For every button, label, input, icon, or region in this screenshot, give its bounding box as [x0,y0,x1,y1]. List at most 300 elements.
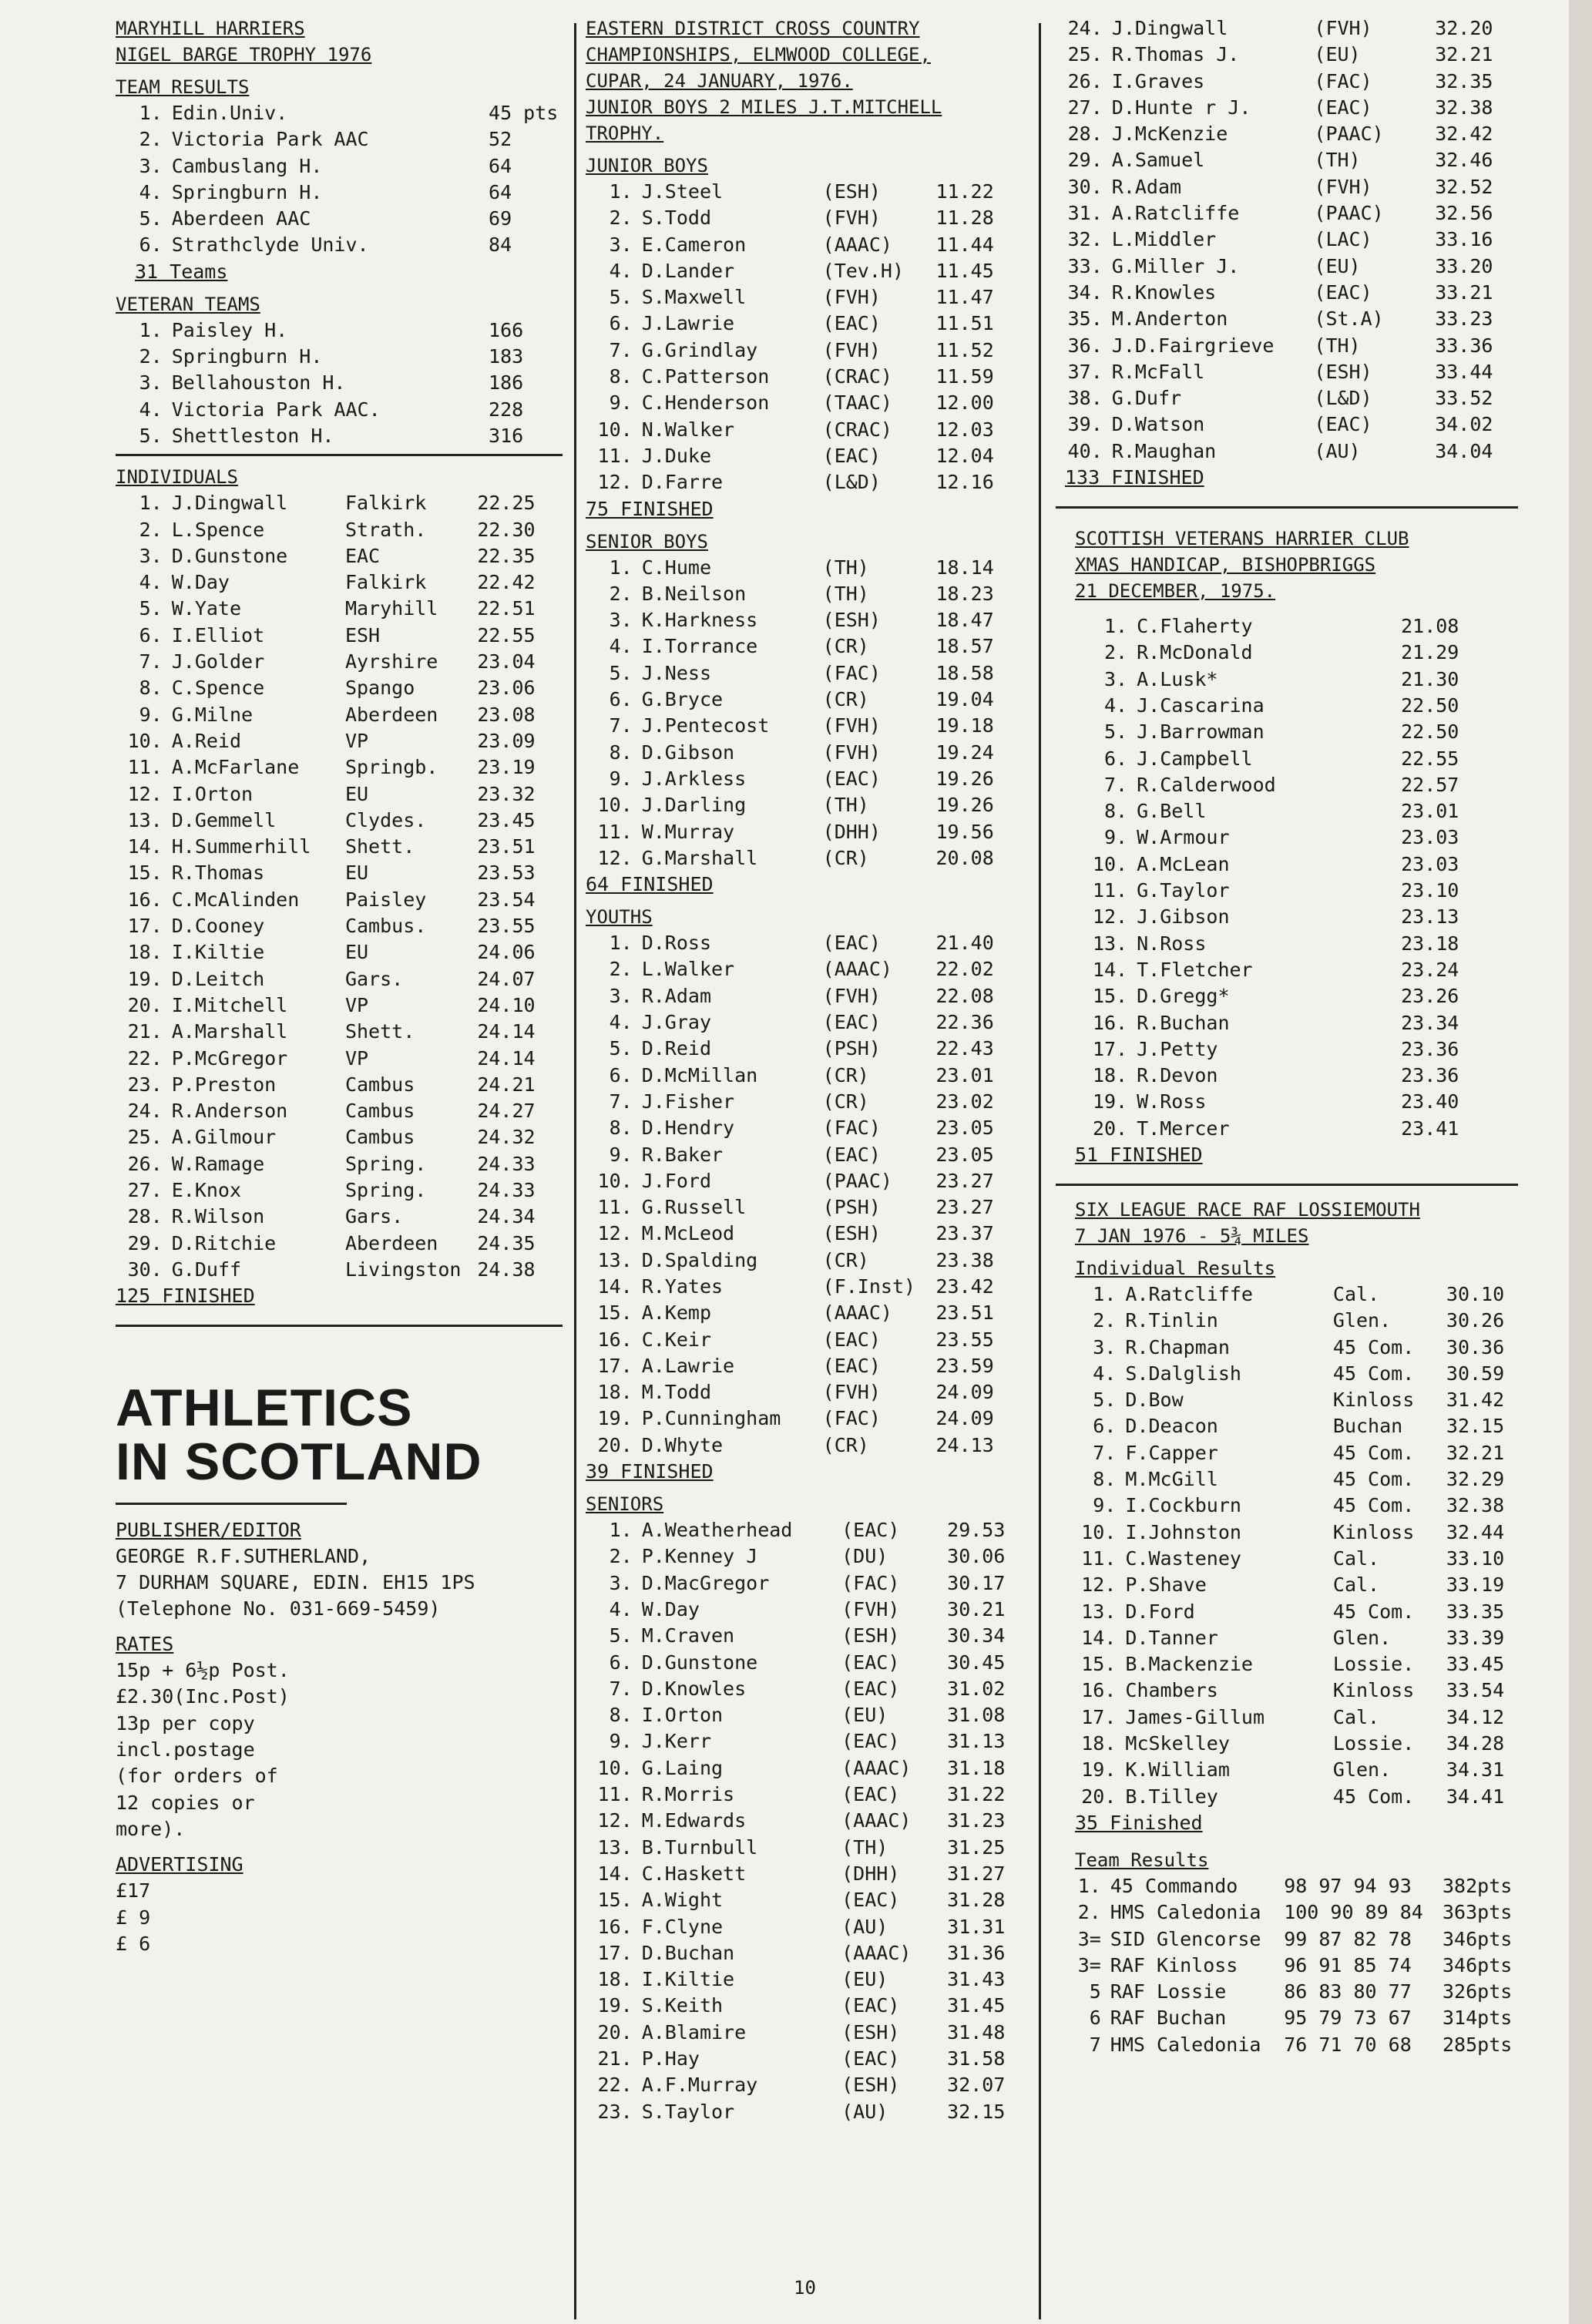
table-cell: M.Edwards [641,1809,747,1832]
table-cell: 21.08 [1401,615,1459,638]
table-cell: C.Patterson [641,365,770,388]
table-cell: HMS Caledonia [1110,2033,1261,2056]
column-middle [586,15,1025,2125]
table-cell: 186 [489,371,524,395]
table-cell: 23.01 [935,1063,994,1086]
table-row [586,819,1025,845]
table-row [1056,1413,1518,1439]
table-cell: (EAC) [841,2047,900,2070]
table-cell: 23.32 [477,782,536,805]
table-cell: 14. [1092,958,1128,981]
table-row [1056,227,1518,253]
table-cell: 76 71 70 68 [1284,2033,1412,2056]
table-cell: 2. [609,1545,633,1568]
table-cell: 1. [139,492,163,515]
table-cell: 19. [1092,1090,1128,1113]
table-cell: 29. [127,1231,163,1254]
table-cell: 8. [1093,1468,1117,1491]
table-cell: J.Ness [641,661,711,684]
table-row [116,126,563,153]
table-row [1056,719,1518,745]
table-cell: G.Russell [641,1196,747,1219]
table-cell: 12.04 [935,444,994,467]
table-cell: (FAC) [822,1407,881,1430]
table-cell: (ESH) [822,609,881,632]
table-cell: 22.50 [1401,720,1459,744]
table-cell: 346pts [1443,1953,1513,1976]
eastern-heading-5: TROPHY. [586,123,664,144]
table-cell: N.Walker [641,418,735,441]
table-cell: 45 Com. [1332,1468,1415,1491]
table-cell: 23.03 [1401,852,1459,875]
table-cell: A.McLean [1137,852,1230,875]
table-cell: (EAC) [1314,96,1372,119]
table-row [1056,1440,1518,1466]
table-row [116,728,563,754]
table-cell: D.MacGregor [641,1571,770,1594]
table-cell: (ESH) [822,1222,881,1245]
table-row [116,397,563,423]
table-cell: 18.47 [935,609,994,632]
table-cell: £2.30(Inc.Post) [116,1685,290,1708]
table-cell: J.Barrowman [1137,720,1265,744]
divider [1056,506,1518,509]
table-cell: (EAC) [841,1730,900,1753]
junior-boys-finished: 75 FINISHED [586,497,714,520]
table-cell: 23.34 [1401,1011,1459,1034]
table-cell: (CR) [822,1090,869,1113]
table-row [116,232,563,258]
table-cell: 15p + 6½p Post. [116,1659,290,1682]
table-row [586,792,1025,818]
table-cell: 22. [127,1046,163,1070]
table-row [586,390,1025,416]
page-number: 10 [794,2277,816,2299]
table-cell: 19.26 [935,794,994,817]
table-cell: 35. [1067,307,1103,331]
table-cell: (L&D) [822,471,881,494]
table-cell: 45 Com. [1332,1785,1415,1808]
table-row [586,443,1025,469]
table-cell: 26. [127,1152,163,1175]
table-cell: 22.36 [935,1011,994,1034]
table-cell: 5 [1089,1980,1101,2003]
table-row [116,1790,563,1816]
table-cell: 23.13 [1401,905,1459,929]
table-cell: N.Ross [1137,932,1207,955]
table-row [1056,42,1518,68]
table-cell: 23.06 [477,677,536,700]
table-row [1056,1010,1518,1036]
table-cell: (AAAC) [841,1941,912,1964]
table-cell: 31.48 [947,2020,1006,2044]
table-cell: EU [344,941,369,964]
table-cell: Cambuslang H. [171,154,323,177]
table-cell: M.McGill [1125,1468,1218,1491]
table-cell: 5. [139,597,163,620]
table-cell: 11.28 [935,207,994,230]
table-row [116,992,563,1019]
divider [116,1503,347,1505]
table-row [586,2020,1025,2046]
table-row [586,1861,1025,1887]
raf-finished: 35 Finished [1075,1811,1203,1834]
table-cell: M.Craven [641,1624,735,1647]
table-cell: J.Arkless [641,767,747,790]
table-cell: more). [116,1817,186,1840]
table-cell: 86 83 80 77 [1284,1980,1412,2003]
table-cell: J.Gray [641,1011,711,1034]
rates-title: RATES [116,1633,174,1656]
table-cell: Cambus [344,1073,415,1096]
table-cell: A.Reid [171,729,242,752]
table-cell: B.Tilley [1125,1785,1218,1808]
table-cell: R.Chapman [1125,1335,1230,1358]
table-cell: Glen. [1332,1758,1392,1782]
table-row [1056,174,1518,200]
table-cell: 22.55 [477,623,536,646]
table-cell: 30.17 [947,1571,1006,1594]
table-row [1056,1678,1518,1704]
table-cell: Lossie. [1332,1732,1415,1755]
table-cell: (EAC) [822,767,881,790]
table-cell: 32. [1067,228,1103,251]
table-cell: 9. [139,703,163,726]
table-cell: 24.35 [477,1231,536,1254]
table-cell: 13. [1092,932,1128,955]
page-edge [1569,0,1592,2324]
table-row [1056,904,1518,930]
table-cell: 24. [1067,17,1103,39]
table-cell: 23.51 [935,1301,994,1325]
table-row [586,713,1025,739]
table-row [1056,851,1518,878]
column-right [1056,15,1518,2058]
table-cell: McSkelley [1125,1732,1230,1755]
table-cell: 23.38 [935,1248,994,1271]
table-cell: 96 91 85 74 [1284,1953,1412,1976]
table-cell: 7. [609,338,633,361]
table-cell: J.Golder [171,650,265,673]
table-cell: 40. [1067,439,1103,462]
table-cell: Cambus [344,1100,415,1123]
table-cell: 23.09 [477,729,536,752]
table-cell: R.Adam [641,984,711,1007]
table-cell: C.McAlinden [171,888,300,911]
table-cell: Springburn H. [171,345,323,368]
table-cell: (DHH) [822,820,881,843]
publisher-name: GEORGE R.F.SUTHERLAND, [116,1545,371,1568]
table-cell: 2. [139,518,163,541]
table-cell: (DU) [841,1545,888,1568]
table-row [1056,667,1518,693]
table-cell: (ESH) [841,2074,900,2097]
table-cell: M.McLeod [641,1222,735,1245]
table-cell: 17. [1081,1705,1117,1728]
team-results-table [116,100,563,259]
table-cell: 5. [609,661,633,684]
table-cell: 23.59 [935,1354,994,1377]
table-cell: 13. [1081,1600,1117,1623]
table-cell: 33.21 [1435,280,1493,304]
table-cell: 31.02 [947,1677,1006,1700]
table-row [586,1808,1025,1834]
table-row [1056,359,1518,385]
table-row [1056,1466,1518,1493]
table-row [116,423,563,449]
table-cell: 1. [139,102,163,124]
table-cell: 33.19 [1446,1573,1505,1597]
youths-finished: 39 FINISHED [586,1460,714,1483]
table-cell: 32.38 [1446,1494,1505,1517]
eastern-heading-4: JUNIOR BOYS 2 MILES J.T.MITCHELL [586,96,942,118]
table-row [1056,306,1518,332]
table-cell: R.Thomas J. [1111,43,1240,66]
advertising-table [116,1878,563,1957]
table-cell: 6. [609,688,633,711]
table-cell: 23.37 [935,1222,994,1245]
table-row [116,1231,563,1257]
table-cell: 12. [597,471,633,494]
table-cell: W.Ramage [171,1152,265,1175]
table-cell: 11.44 [935,233,994,256]
table-cell: RAF Lossie [1110,1980,1227,2003]
table-row [116,649,563,675]
table-cell: 22.35 [477,544,536,567]
table-row [586,1835,1025,1861]
table-cell: 9. [609,1730,633,1753]
table-cell: 16. [597,1328,633,1351]
table-row [586,205,1025,231]
table-cell: 5. [139,424,163,447]
table-row [586,284,1025,311]
table-cell: D.Ritchie [171,1231,277,1254]
table-row [586,1676,1025,1702]
table-row [586,740,1025,766]
table-cell: 2. [609,958,633,981]
table-cell: I.Torrance [641,635,758,658]
table-row [116,939,563,966]
table-row [116,490,563,516]
table-cell: (TH) [1314,334,1361,357]
table-cell: 22.30 [477,518,536,541]
table-cell: D.Gregg* [1137,985,1230,1008]
table-cell: 382pts [1443,1874,1513,1897]
table-row [1056,1926,1518,1953]
table-cell: 18.58 [935,661,994,684]
senior-boys-title: SENIOR BOYS [586,530,708,552]
veterans-heading-1: SCOTTISH VETERANS HARRIER CLUB [1075,528,1409,550]
table-cell: C.Haskett [641,1862,747,1885]
table-row [586,364,1025,390]
table-row [116,1657,563,1684]
table-cell: T.Mercer [1137,1117,1230,1140]
table-row [1056,878,1518,904]
table-cell: (EU) [1314,254,1361,277]
table-row [116,206,563,232]
table-cell: W.Armour [1137,826,1230,849]
table-row [586,1432,1025,1459]
table-cell: 19. [597,1407,633,1430]
table-cell: I.Graves [1111,69,1205,92]
table-cell: 27. [127,1178,163,1201]
table-row [1056,1899,1518,1926]
table-cell: 3. [139,154,163,177]
table-cell: 24.13 [935,1433,994,1456]
table-cell: 23.53 [477,861,536,885]
table-cell: 24.21 [477,1073,536,1096]
table-cell: 6. [609,312,633,335]
table-cell: 1. [609,1519,633,1542]
table-cell: 8. [609,741,633,764]
table-row [1056,254,1518,280]
table-cell: (CR) [822,635,869,658]
table-cell: 24.33 [477,1152,536,1175]
table-cell: 166 [489,318,524,341]
table-cell: 25. [1067,43,1103,66]
table-cell: 6. [1093,1415,1117,1438]
table-cell: J.Pentecost [641,714,770,737]
table-cell: C.Flaherty [1137,615,1253,638]
table-cell: (AAAC) [841,1756,912,1779]
table-cell: J.Darling [641,794,747,817]
table-row [586,2099,1025,2125]
table-cell: 28. [1067,123,1103,146]
table-row [586,1887,1025,1913]
table-cell: 34.02 [1435,413,1493,436]
table-cell: (EAC) [822,444,881,467]
table-row [1056,1308,1518,1334]
table-row [586,1993,1025,2019]
veterans-finished: 51 FINISHED [1075,1143,1203,1166]
table-row [1056,121,1518,147]
table-cell: 16. [1081,1679,1117,1702]
table-cell: 11. [597,1783,633,1806]
table-row [1056,983,1518,1009]
table-cell: A.F.Murray [641,2074,758,2097]
table-cell: 24.14 [477,1020,536,1043]
table-cell: 24.09 [935,1407,994,1430]
divider [116,1325,563,1327]
table-cell: 36. [1067,334,1103,357]
table-row [1056,1546,1518,1572]
table-cell: 32.20 [1435,17,1493,39]
raf-heading-2: 7 JAN 1976 - 5¾ MILES [1075,1224,1309,1247]
table-cell: 23.05 [935,1117,994,1140]
maryhill-heading-2: NIGEL BARGE TROPHY 1976 [116,44,372,65]
table-cell: (AU) [841,2100,888,2123]
table-cell: 23.05 [935,1143,994,1166]
table-cell: (PAAC) [1314,202,1384,225]
table-cell: (EAC) [841,1519,900,1542]
table-cell: Spango [344,677,415,700]
table-cell: 3. [609,233,633,256]
table-cell: M.Anderton [1111,307,1228,331]
table-cell: 25. [127,1126,163,1149]
table-cell: (TH) [822,794,869,817]
table-row [1056,1387,1518,1413]
table-row [586,1755,1025,1782]
table-cell: 3= [1077,1927,1101,1950]
table-cell: R.Knowles [1111,280,1217,304]
table-cell: 2. [1093,1309,1117,1332]
table-cell: 30.26 [1446,1309,1505,1332]
table-cell: I.Kiltie [641,1968,735,1991]
table-cell: (FAC) [822,661,881,684]
table-cell: 33. [1067,254,1103,277]
table-cell: 1. [1077,1874,1101,1897]
table-cell: 17. [597,1354,633,1377]
table-cell: 13. [127,808,163,831]
table-row [586,1940,1025,1966]
table-row [586,179,1025,205]
table-cell: 32.35 [1435,69,1493,92]
table-cell: (PAAC) [1314,123,1384,146]
table-cell: 11.22 [935,180,994,203]
table-cell: G.Bell [1137,800,1207,823]
table-row [116,180,563,206]
table-cell: C.Wasteney [1125,1547,1241,1570]
table-cell: J.Lawrie [641,312,735,335]
table-cell: 363pts [1443,1901,1513,1924]
table-cell: 24.09 [935,1381,994,1404]
table-row [116,754,563,781]
column-left [116,15,563,1957]
table-cell: I.Kiltie [171,941,265,964]
table-row [586,1914,1025,1940]
table-cell: Livingston [344,1258,462,1281]
table-cell: P.Preston [171,1073,277,1096]
table-cell: R.Calderwood [1137,773,1276,796]
table-cell: 32.07 [947,2074,1006,2097]
table-cell: 95 79 73 67 [1284,2007,1412,2030]
table-cell: 22. [597,2074,633,2097]
table-cell: 34.04 [1435,439,1493,462]
table-row [116,543,563,569]
table-row [116,1046,563,1072]
table-cell: (PSH) [822,1037,881,1060]
table-cell: 30.59 [1446,1362,1505,1385]
table-cell: 23.24 [1401,958,1459,981]
table-cell: 6. [609,1651,633,1674]
table-cell: RAF Buchan [1110,2007,1227,2030]
divider [116,454,563,456]
table-cell: (FVH) [822,741,881,764]
table-row [1056,1335,1518,1361]
table-cell: Cal. [1332,1547,1380,1570]
table-row [586,633,1025,660]
table-cell: 33.23 [1435,307,1493,331]
table-cell: J.McKenzie [1111,123,1228,146]
table-cell: 11.45 [935,259,994,282]
table-cell: Kinloss [1332,1679,1415,1702]
table-cell: 99 87 82 78 [1284,1927,1412,1950]
table-cell: 14. [597,1862,633,1885]
table-cell: J.Petty [1137,1037,1218,1060]
table-cell: (F.Inst) [822,1275,916,1298]
table-row [1056,1063,1518,1089]
table-cell: Cal. [1332,1573,1380,1597]
table-cell: 8. [609,365,633,388]
table-cell: 30.06 [947,1545,1006,1568]
table-cell: R.Devon [1137,1064,1218,1087]
table-cell: VP [344,1046,369,1070]
table-row [116,596,563,622]
table-cell: 18. [1092,1064,1128,1087]
table-cell: A.McFarlane [171,756,300,779]
table-cell: 22.43 [935,1037,994,1060]
table-cell: 24.07 [477,967,536,990]
